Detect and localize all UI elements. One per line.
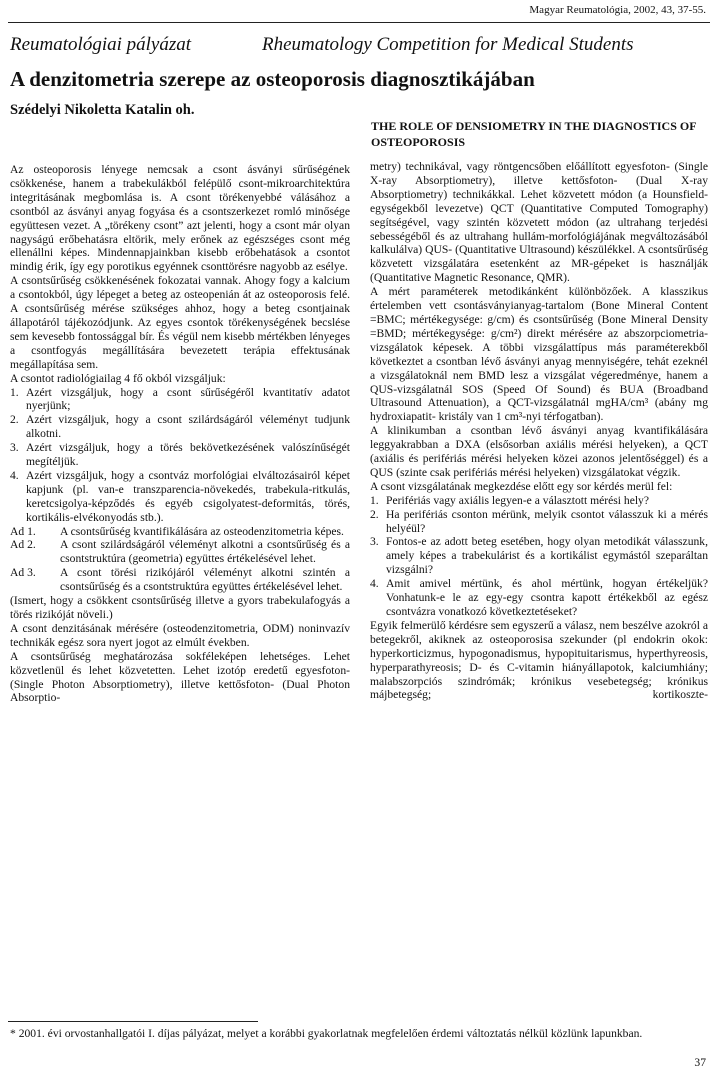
list-item <box>10 441 350 469</box>
list-number: 2. <box>370 507 379 521</box>
list-number: Ad 3. <box>10 566 36 580</box>
list-text: A csontsűrűség kvantifikálására az osteodenzitometria képes. <box>60 524 344 538</box>
left-column <box>10 163 350 705</box>
list-number: Ad 1. <box>10 524 36 538</box>
list-text: Perifériás vagy axiális legyen-e a választott mérési hely? <box>386 493 650 507</box>
paragraph: A csontsűrűség csökkenésének fokozatai vannak. Ahogy fogy a kalcium a csontokból, úgy lépeget a beteg az osteopenián át az osteoporosis felé. A csontsűrűség mérése szükséges ahhoz, hogy a beteg csontjainak állapotáról tájékozódjunk. Az egyes csontok törékenységének becslése sem kevesebb fontossággal bír. És végül nem kisebb mértékben lényeges a csontfogyás megállítására bevezetett terápia effektusának megállapítása sem. <box>10 274 350 371</box>
paragraph: Egyik felmerülő kérdésre sem egyszerű a válasz, nem beszélve azokról a betegekről, akiknek az osteoporosisa szekunder (pl endokrin okok: hyperkorticizmus, hypogonadismus, hypopituitarismus, hyperthyreosis, hyperparathyreosis; D- és C-vitamin hiányállapotok, kalciumhiány; malabszorpciós szindrómák; krónikus vesebetegség; krónikus májbetegség; kortikoszte- <box>370 618 708 702</box>
section-title-hungarian: Reumatológiai pályázat <box>10 34 192 55</box>
header-rule <box>8 22 710 23</box>
questions-list <box>370 494 708 619</box>
list-item <box>370 535 708 577</box>
paragraph: (Ismert, hogy a csökkent csontsűrűség illetve a gyors trabekulafogyás a törés rizikóját növeli.) <box>10 594 350 621</box>
list-item <box>10 525 350 539</box>
article-title: A denzitometria szerepe az osteoporosis diagnosztikájában <box>10 67 535 91</box>
paragraph: A mért paraméterek metodikánként különbözőek. A klasszikus értelemben vett csontásványianyag-tartalom (Bone Mineral Content =BMC; mértékegysége: g/cm) és csontsűrűség (Bone Mineral Density =BMD; mértékegysége: g/cm²) direkt mérésére az abszorpciometria-vizsgálatok képesek. A többi vizsgálattípus más paraméterekből következtet a csontban lévő ásványi anyag mennyiségére, tehát ezeknél a vizsgálatoknál nem BMD lesz a vizsgálat végeredménye, hanem a QUS-vizsgálatnál SOS (Speed Of Sound) és BUA (Broadband Ultrasound Attenuation), a QCT-vizsgálatnál mgHA/cm³ (abány mg hydroxiapatit- kristály van 1 cm³-nyi térfogatban). <box>370 285 708 424</box>
list-number: 3. <box>370 535 379 549</box>
paragraph: A csont denzitásának mérésére (osteodenzitometria, ODM) noninvazív technikák egész sora nyert jogot az elmúlt években. <box>10 621 350 649</box>
paragraph: A csontot radiológiailag 4 fő okból vizsgáljuk: <box>10 371 226 385</box>
list-number: 4. <box>370 577 379 591</box>
page-number: 37 <box>694 1056 706 1069</box>
list-number: 3. <box>10 441 19 455</box>
list-number: 1. <box>10 385 19 399</box>
list-text: A csont törési rizikójáról véleményt alkotni szintén a csontsűrűség és a csontstruktúra együttes értékelésével lehet. <box>60 566 350 594</box>
list-number: 2. <box>10 413 19 427</box>
list-text: Amit amivel mértünk, és ahol mértünk, hogyan értékeljük? Vonhatunk-e le az egy-egy csontra kapott értékekből az egész csontvázra vonatkozó következtetéseket? <box>386 577 708 618</box>
section-title-english: Rheumatology Competition for Medical Students <box>262 34 634 55</box>
list-item <box>10 413 350 441</box>
list-item <box>10 566 350 594</box>
list-text: Azért vizsgáljuk, hogy a csont sűrűségéről kvantitatív adatot nyerjünk; <box>26 385 350 413</box>
list-number: 1. <box>370 493 379 507</box>
article-title-english: THE ROLE OF DENSIOMETRY IN THE DIAGNOSTICS OF OSTEOPOROSIS <box>371 119 697 149</box>
paragraph: A klinikumban a csontban lévő ásványi anyag kvantifikálására leggyakrabban a DXA (elsősorban axiális mérési helyeken), a QCT (axiális és perifériás mérési helyeken közei azonos jelentőséggel) és a QUS (szinte csak perifériás mérési helyeken) vizsgálatokat végzik. <box>370 424 708 479</box>
list-text: Azért vizsgáljuk, hogy a csont szilárdságáról véleményt tudjunk alkotni. <box>26 413 350 441</box>
paragraph: metry) technikával, vagy röntgencsőben előállított egyesfoton- (Single X-ray Absorptiometry), illetve kettősfoton- (Dual X-ray Absorptiometry) technikákkal. Lehet közvetett módon (a Hounsfield-egységekből levezetve) QCT (Quantitative Computed Tomography) segítségével, vagy szintén közvetett módon (az ultrahang terjedési sebességéből és az ultrahang hullám-morfológiájának megváltozásából kalkulálva) QUS- (Quantitative Ultrasound) készülékkel. A csontsűrűség közvetett vizsgálatára esetenként az MR-gépeket is használják (Quantitative Magnetic Resonance, QMR). <box>370 160 708 285</box>
list-number: 4. <box>10 468 19 482</box>
paragraph: A csontsűrűség meghatározása sokféleképen lehetséges. Lehet közvetlenül és lehet közvetetten. Lehet izotóp eredetű egyesfoton- (Single Photon Absorptiometry), illetve kettősfoton- (Dual Photon Absorptio- <box>10 649 350 705</box>
article-author: Szédelyi Nikoletta Katalin oh. <box>10 102 195 118</box>
list-item <box>10 386 350 414</box>
list-number: Ad 2. <box>10 538 36 552</box>
list-item <box>370 577 708 619</box>
reasons-list <box>10 386 350 525</box>
list-text: Ha perifériás csonton mérünk, melyik csontot válasszuk ki a mérés helyéül? <box>386 507 708 535</box>
paragraph: Az osteoporosis lényege nemcsak a csont ásványi sűrűségének csökkenése, hanem a trabekulákból felépülő csont-mikroarchitektúra integritásának megbomlása is. A csont törékenyebbé válásához a csontból az ásványi anyag fogyása és a csontszerkezet romló minősége együttesen vezet. A „törékeny csont” azt jelenti, hogy a csont már olyan nagyságú erőbehatásra eltörik, mely erőnek az egészséges csont még ellenállni képes. Mindennapjainkban kisebb erőbehatások a csontot mindig érik, így egy porotikus egyénnek csonttörésre nagyobb az esélye. <box>10 163 350 274</box>
paragraph: A csont vizsgálatának megkezdése előtt egy sor kérdés merül fel: <box>370 479 673 493</box>
footnote: * 2001. évi orvostanhallgatói I. díjas pályázat, melyet a korábbi gyakorlatnak megfelelően érdemi változtatás nélkül közlünk lapunkban. <box>10 1027 643 1040</box>
right-column <box>370 160 708 702</box>
list-text: Azért vizsgáljuk, hogy a törés bekövetkezésének valószínűségét megítéljük. <box>26 441 350 469</box>
list-item <box>370 494 708 508</box>
footnote-rule <box>8 1021 258 1022</box>
list-text: Azért vizsgáljuk, hogy a csontváz morfológiai elváltozásairól képet kapjunk (pl. van-e transzparencia-növekedés, trabekula-ritkulás, keretcsigolya-képződés és egyéb csigolyatest-deformitás, törés, kortikális-elvékonyodás stb.). <box>26 468 350 524</box>
list-item <box>370 508 708 536</box>
list-text: A csont szilárdságáról véleményt alkotni a csontsűrűség és a csontstruktúra (geometria) együttes értékelésével lehet. <box>60 538 350 566</box>
list-text: Fontos-e az adott beteg esetében, hogy olyan metodikát válasszunk, amely képes a trabekulárist és a kortikálist egymástól szeparáltan vizsgálni? <box>386 535 708 577</box>
ad-list <box>10 525 350 595</box>
list-item <box>10 469 350 525</box>
list-item <box>10 538 350 566</box>
running-head: Magyar Reumatológia, 2002, 43, 37-55. <box>529 4 706 16</box>
